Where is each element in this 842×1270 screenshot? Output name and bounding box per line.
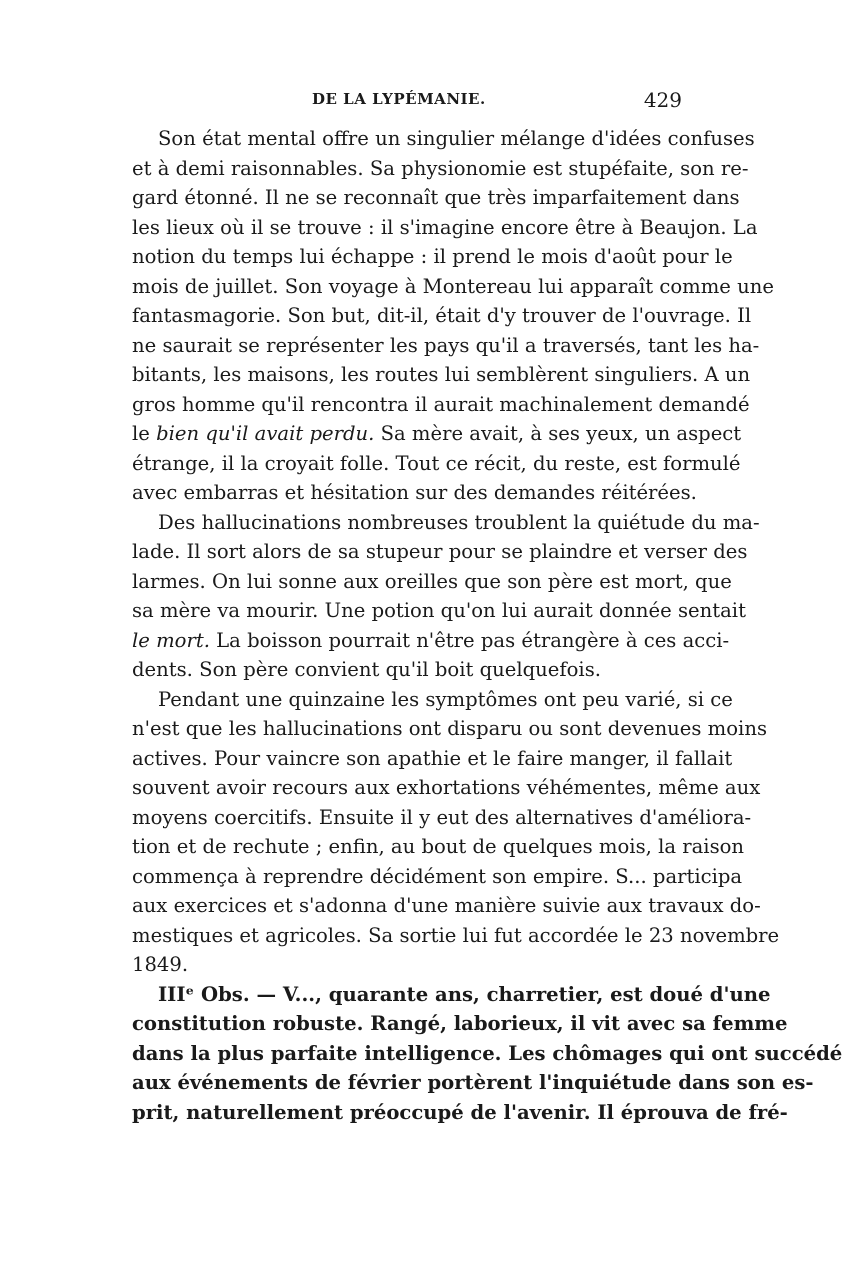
text-line: Des hallucinations nombreuses troublent la quiétude du ma- (158, 510, 760, 534)
text-line: constitution robuste. Rangé, laborieux, il vit avec sa femme (132, 1012, 788, 1035)
text-line: gros homme qu'il rencontra il aurait machinalement demandé (132, 392, 750, 416)
text-segment: Sa mère avait, à ses yeux, un aspect (374, 422, 742, 445)
text-line: moyens coercitifs. Ensuite il y eut des alternatives d'améliora- (132, 805, 752, 829)
text-line: aux exercices et s'adonna d'une manière suivie aux travaux do- (132, 894, 761, 917)
italic-phrase: bien qu'il avait perdu. (156, 422, 375, 445)
text-line: mestiques et agricoles. Sa sortie lui fut accordée le 23 novembre (132, 923, 780, 947)
running-head (132, 88, 682, 118)
text-line: étrange, il la croyait folle. Tout ce récit, du reste, est formulé (132, 451, 741, 475)
text-line: dents. Son père convient qu'il boit quelquefois. (132, 658, 601, 681)
text-line: notion du temps lui échappe : il prend le mois d'août pour le (132, 245, 733, 268)
text-line: les lieux où il se trouve : il s'imagine encore être à Beaujon. La (132, 215, 758, 239)
page-number: 429 (643, 88, 682, 112)
text-line: tion et de rechute ; enfin, au bout de quelques mois, la raison (132, 835, 745, 858)
text-line: lade. Il sort alors de sa stupeur pour se plaindre et verser des (132, 540, 748, 563)
text-line: ne saurait se représenter les pays qu'il a traversés, tant les ha- (132, 333, 760, 357)
text-line: gard étonné. Il ne se reconnaît que très imparfaitement dans (132, 186, 740, 209)
text-line: IIIᵉ Obs. — V..., quarante ans, charretier, est doué d'une (158, 982, 771, 1006)
text-segment: le (132, 422, 157, 445)
text-line: fantasmagorie. Son but, dit-il, était d'y trouver de l'ouvrage. Il (132, 304, 752, 327)
text-line: prit, naturellement préoccupé de l'avenir. Il éprouva de fré- (132, 1100, 788, 1124)
text-segment: La boisson pourrait n'être pas étrangère à ces acci- (209, 628, 730, 652)
text-line: bitants, les maisons, les routes lui semblèrent singuliers. A un (132, 363, 751, 386)
body-text (132, 124, 842, 1127)
text-line: sa mère va mourir. Une potion qu'on lui aurait donnée sentait (132, 599, 746, 622)
text-line (132, 419, 742, 449)
text-line: souvent avoir recours aux exhortations véhémentes, même aux (132, 776, 761, 799)
text-line: dans la plus parfaite intelligence. Les chômages qui ont succédé (132, 1041, 842, 1065)
text-line: 1849. (132, 953, 189, 976)
text-line: actives. Pour vaincre son apathie et le faire manger, il fallait (132, 746, 733, 770)
text-line: larmes. On lui sonne aux oreilles que son père est mort, que (132, 569, 732, 593)
text-line: et à demi raisonnables. Sa physionomie est stupéfaite, son re- (132, 156, 749, 180)
text-line: commença à reprendre décidément son empire. S... participa (132, 864, 743, 888)
text-line: mois de juillet. Son voyage à Montereau lui apparaît comme une (132, 274, 774, 298)
text-line (132, 626, 730, 656)
text-line: n'est que les hallucinations ont disparu ou sont devenues moins (132, 717, 767, 740)
text-line: aux événements de février portèrent l'inquiétude dans son es- (132, 1071, 814, 1094)
text-line: avec embarras et hésitation sur des demandes réitérées. (132, 481, 697, 504)
text-line: Son état mental offre un singulier mélange d'idées confuses (158, 127, 755, 150)
book-page (132, 88, 842, 1127)
italic-phrase: le mort. (132, 628, 210, 652)
text-line: Pendant une quinzaine les symptômes ont peu varié, si ce (158, 687, 733, 711)
running-title: DE LA LYPÉMANIE. (312, 90, 486, 108)
